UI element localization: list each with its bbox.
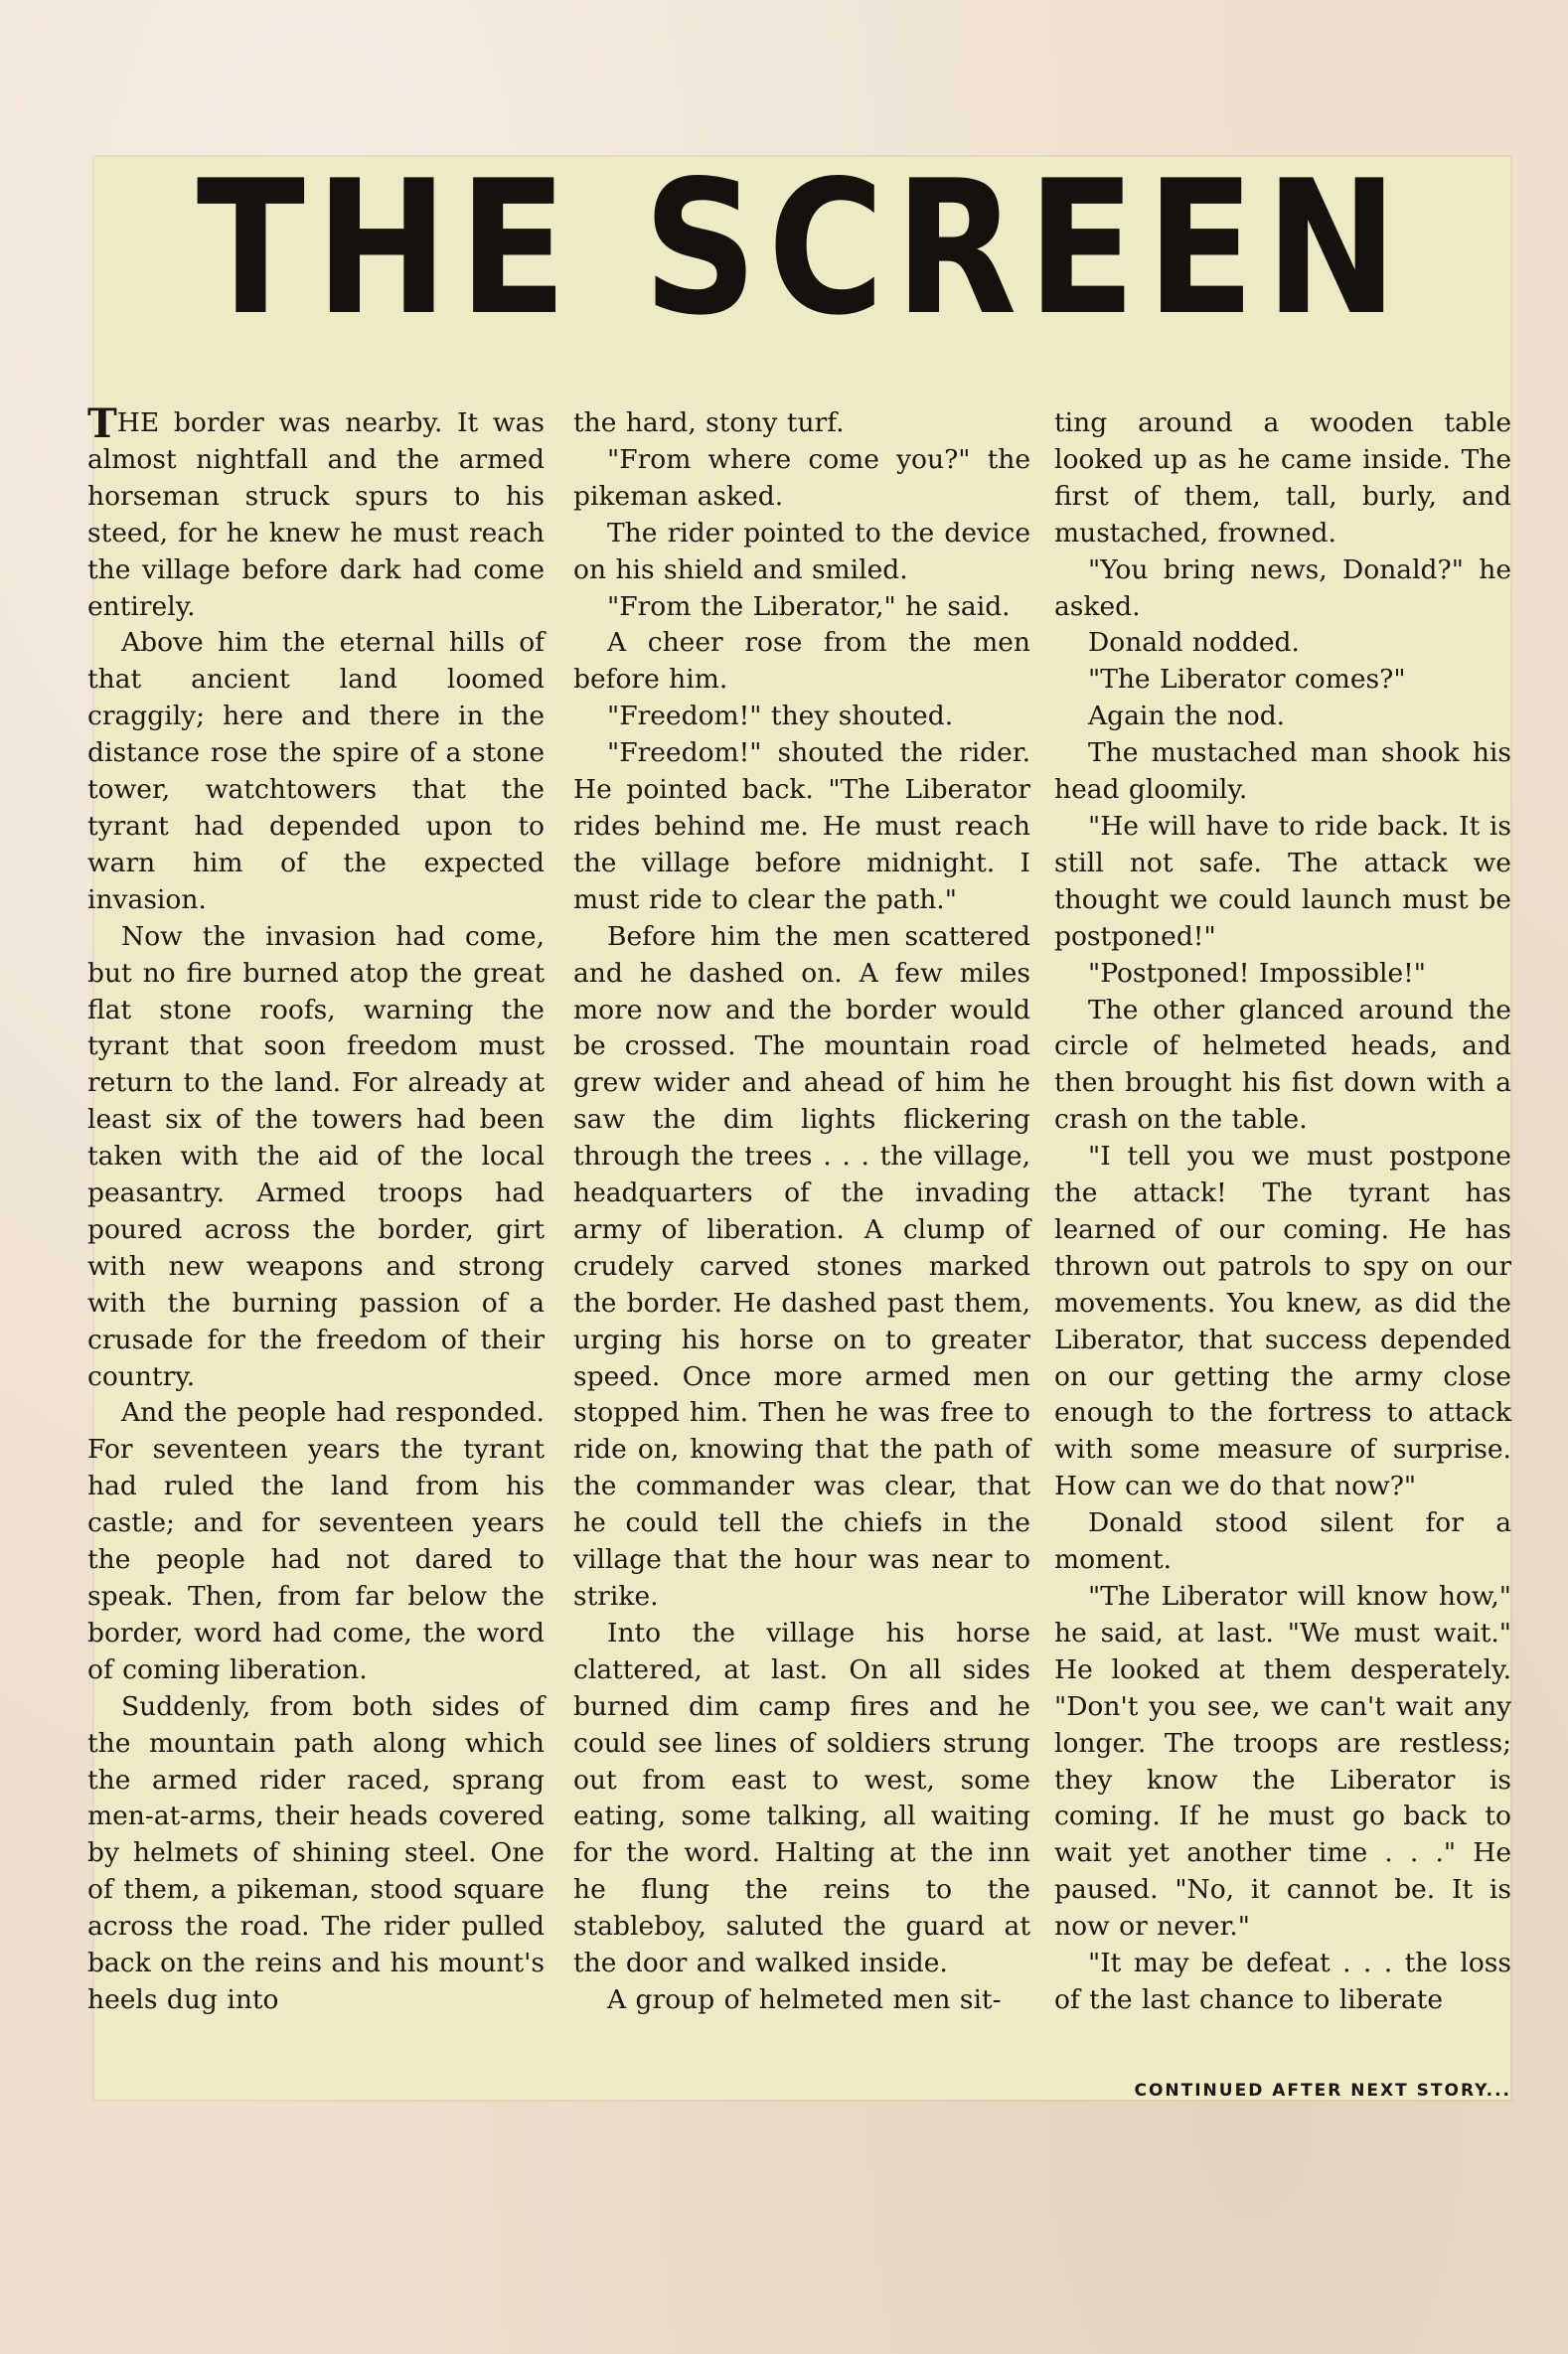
story-paragraph (573, 442, 1030, 516)
story-paragraph (1054, 405, 1511, 552)
story-paragraph (1054, 1505, 1511, 1579)
paragraph-text: A cheer rose from the men before him. (573, 627, 1030, 696)
story-paragraph (1054, 625, 1511, 662)
story-paragraph (1054, 735, 1511, 809)
paragraph-text: "Freedom!" they shouted. (607, 701, 954, 732)
story-paragraph (1054, 956, 1511, 993)
story-paragraph (573, 1616, 1030, 1982)
story-paragraph (573, 699, 1030, 735)
paragraph-text: "The Liberator comes?" (1088, 664, 1406, 696)
story-paragraph (87, 1395, 545, 1688)
page-title: THE SCREEN (196, 140, 1409, 356)
story-paragraph (87, 1689, 545, 2019)
drop-cap: T (87, 400, 117, 447)
paragraph-text: And the people had responded. For seventeen years the tyrant had ruled the land from his castle; and for seventeen years the people had not dared to speak. Then, from far below the border, word had come, the word of coming liberation. (87, 1397, 545, 1685)
paragraph-text: The rider pointed to the device on his shield and smiled. (573, 517, 1030, 585)
story-paragraph (573, 589, 1030, 626)
paragraph-text: Donald nodded. (1088, 627, 1300, 659)
story-paragraph (573, 625, 1030, 699)
paragraph-text: Into the village his horse clattered, at last. On all sides burned dim camp fires and he could see lines of soldiers strung out from east to west, some eating, some talking, all waiting for the word. Halting at the inn he flung the reins to the stableboy, saluted the guard at the door and walked inside. (573, 1617, 1030, 1979)
paragraph-text: "Postponed! Impossible!" (1088, 957, 1427, 989)
paragraph-text: the hard, stony turf. (573, 407, 845, 438)
paragraph-text: Suddenly, from both sides of the mountain path along which the armed rider raced, sprang men-at-arms, their heads covered by helmets of shining steel. One of them, a pikeman, stood square across the road. The rider pulled back on the reins and his mount's heels dug into (87, 1690, 545, 2015)
story-paragraph (573, 735, 1030, 919)
story-paragraph (1054, 1579, 1511, 1946)
paragraph-text: "From the Liberator," he said. (607, 590, 1011, 622)
paragraph-text: Again the nod. (1088, 701, 1286, 732)
paragraph-text: Now the invasion had come, but no fire burned atop the great flat stone roofs, warning the tyrant that soon freedom must return to the land. For already at least six of the towers had been taken with the aid of the local peasantry. Armed troops had poured across the border, girt with new weapons and strong with the burning passion of a crusade for the freedom of their country. (87, 920, 545, 1392)
story-paragraph (1054, 993, 1511, 1140)
story-paragraph (1054, 1139, 1511, 1505)
story-paragraph (1054, 552, 1511, 626)
story-paragraph (87, 400, 545, 625)
paragraph-text: A group of helmeted men sit- (607, 1983, 1002, 2015)
paragraph-text: The mustached man shook his head gloomily. (1054, 737, 1511, 806)
story-paragraph (87, 919, 545, 1396)
story-paragraph (573, 1982, 1030, 2019)
story-paragraph (87, 625, 545, 918)
paragraph-text: Before him the men scattered and he dashed on. A few miles more now and the border would be crossed. The mountain road grew wider and ahead of him he saw the dim lights flickering through the trees . . . the village, headquarters of the invading army of liberation. A clump of crudely carved stones marked the border. He dashed past them, urging his horse on to greater speed. Once more armed men stopped him. Then he was free to ride on, knowing that the path of the commander was clear, that he could tell the chiefs in the village that the hour was near to strike. (573, 920, 1030, 1612)
text-column-2 (573, 405, 1030, 2019)
paragraph-text: ting around a wooden table looked up as he came inside. The first of them, tall, burly, and mustached, frowned. (1054, 407, 1511, 549)
continued-note: CONTINUED AFTER NEXT STORY... (1134, 2081, 1511, 2101)
story-paragraph (1054, 662, 1511, 699)
paragraph-text: "He will have to ride back. It is still not safe. The attack we thought we could launch must be postponed!" (1054, 810, 1511, 952)
story-paragraph (1054, 1946, 1511, 2019)
paragraph-text: "The Liberator will know how," he said, at last. "We must wait." He looked at them desperately. "Don't you see, we can't wait any longer. The troops are restless; they know the Liberator is coming. If he must go back to wait yet another time . . ." He paused. "No, it cannot be. It is now or never." (1054, 1581, 1511, 1943)
paragraph-text: "I tell you we must postpone the attack! The tyrant has learned of our coming. He has thrown out patrols to spy on our movements. You knew, as did the Liberator, that success depended on our getting the army close enough to the fortress to attack with some measure of surprise. How can we do that now?" (1054, 1141, 1511, 1502)
paragraph-text: "From where come you?" the pikeman asked. (573, 443, 1030, 512)
paragraph-text: "You bring news, Donald?" he asked. (1054, 553, 1511, 622)
text-column-3 (1054, 405, 1511, 2019)
paragraph-text: "It may be defeat . . . the loss of the last chance to liberate (1054, 1948, 1511, 2015)
paragraph-text: "Freedom!" shouted the rider. He pointed back. "The Liberator rides behind me. He must reach the village before midnight. I must ride to clear the path." (573, 737, 1030, 915)
text-column-1 (87, 400, 545, 2019)
story-paragraph (573, 919, 1030, 1616)
story-paragraph (573, 516, 1030, 589)
paragraph-text: HE border was nearby. It was almost nightfall and the armed horseman struck spurs to his steed, for he knew he must reach the village before dark had come entirely. (87, 407, 545, 622)
paragraph-text: The other glanced around the circle of helmeted heads, and then brought his fist down with a crash on the table. (1054, 994, 1511, 1136)
paragraph-text: Above him the eternal hills of that ancient land loomed craggily; here and there in the distance rose the spire of a stone tower, watchtowers that the tyrant had depended upon to warn him of the expected invasion. (87, 627, 545, 915)
paragraph-text: Donald stood silent for a moment. (1054, 1507, 1511, 1576)
story-paragraph (573, 405, 1030, 442)
story-paragraph (1054, 699, 1511, 735)
story-paragraph (1054, 809, 1511, 956)
